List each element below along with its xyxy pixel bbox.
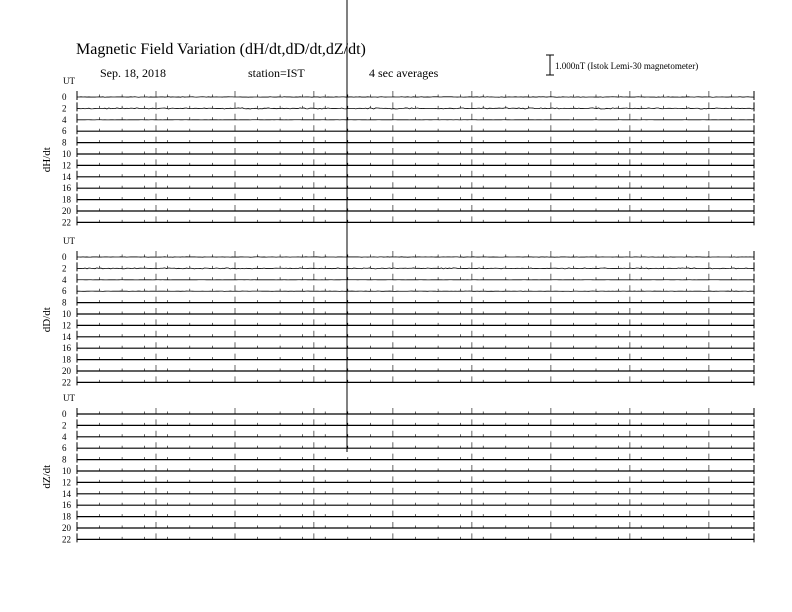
hour-label: 20	[62, 366, 71, 376]
hour-label: 16	[62, 343, 71, 354]
hour-label: 12	[62, 160, 71, 171]
hour-label: 0	[62, 252, 67, 262]
hour-label: 14	[62, 488, 71, 499]
hour-label: 10	[62, 149, 71, 159]
hour-label: 4	[62, 114, 67, 125]
hour-label: 18	[62, 354, 71, 365]
date-label: Sep. 18, 2018	[100, 66, 166, 80]
hour-label: 22	[62, 217, 71, 228]
ut-axis-label: UT	[63, 393, 75, 403]
panels-group	[41, 76, 754, 544]
hour-label: 22	[62, 377, 71, 388]
hour-label: 8	[62, 137, 67, 148]
hour-label: 8	[62, 297, 67, 308]
station-label: station=IST	[248, 66, 305, 80]
chart-title: Magnetic Field Variation (dH/dt,dD/dt,dZ/dt)	[76, 41, 366, 58]
hour-label: 2	[62, 263, 67, 274]
averaging-label: 4 sec averages	[369, 66, 439, 80]
hour-label: 18	[62, 511, 71, 522]
hour-label: 16	[62, 183, 71, 194]
hour-label: 0	[62, 92, 67, 102]
hour-label: 14	[62, 171, 71, 182]
hour-label: 20	[62, 523, 71, 533]
hour-label: 20	[62, 206, 71, 216]
hour-label: 4	[62, 274, 67, 285]
panel-label: dZ/dt	[41, 464, 53, 489]
hour-label: 2	[62, 103, 67, 114]
hour-label: 0	[62, 409, 67, 419]
hour-label: 16	[62, 500, 71, 511]
hour-label: 10	[62, 466, 71, 476]
hour-label: 8	[62, 454, 67, 465]
hour-label: 2	[62, 420, 67, 431]
hour-label: 4	[62, 431, 67, 442]
hour-label: 12	[62, 320, 71, 331]
hour-label: 10	[62, 309, 71, 319]
hour-label: 6	[62, 286, 67, 297]
panel-label: dD/dt	[41, 307, 53, 333]
hour-label: 6	[62, 126, 67, 137]
hour-label: 12	[62, 477, 71, 488]
hour-label: 22	[62, 534, 71, 545]
hour-label: 6	[62, 443, 67, 454]
scale-bar-label: 1.000nT (Istok Lemi-30 magnetometer)	[555, 61, 699, 71]
ut-axis-label: UT	[63, 76, 75, 86]
ut-axis-label: UT	[63, 236, 75, 246]
panel-label: dH/dt	[41, 147, 53, 173]
hour-label: 14	[62, 331, 71, 342]
hour-label: 18	[62, 194, 71, 205]
scale-bar	[546, 55, 554, 75]
